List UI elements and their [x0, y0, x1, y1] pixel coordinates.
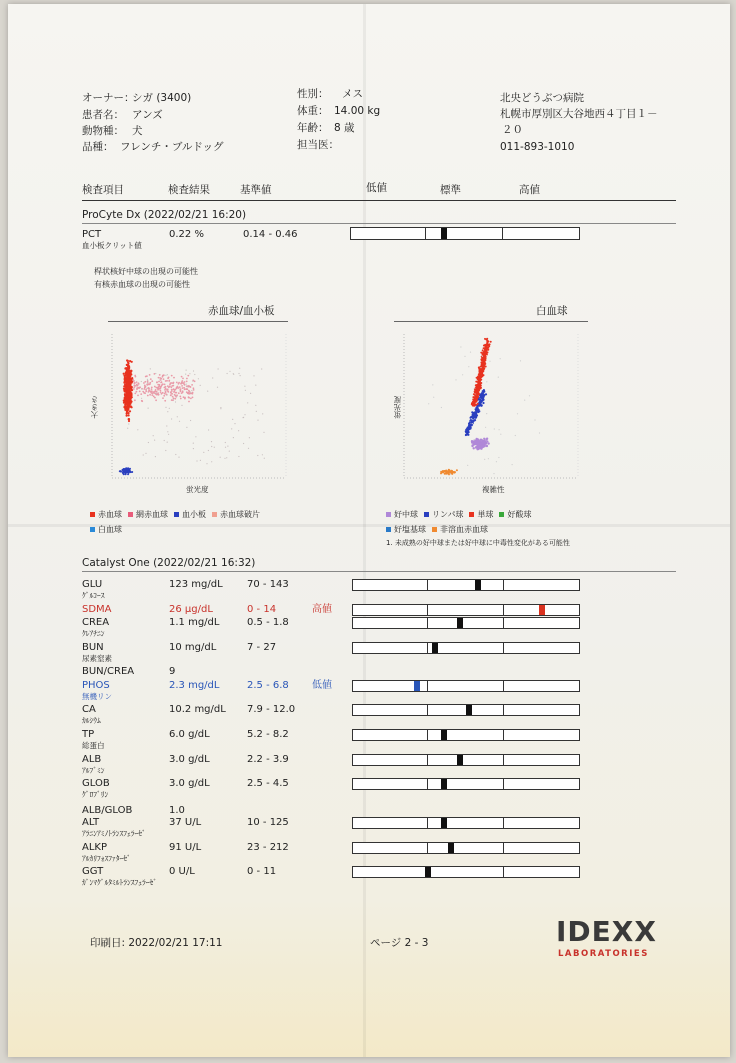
legend-label: 好塩基球 [394, 525, 426, 534]
analyte-value: 0 U/L [169, 866, 195, 877]
col-result: 検査結果 [168, 184, 210, 196]
analyte-value: 3.0 g/dL [169, 778, 210, 789]
analyte-range: 0 - 11 [247, 866, 277, 877]
legend-item [499, 507, 531, 522]
analyte-subname: ｸﾚｱﾁﾆﾝ [82, 629, 105, 638]
catalyst-rule [82, 571, 676, 572]
page-number: ページ 2 - 3 [370, 937, 429, 949]
analyte-marker [441, 818, 447, 828]
rbc-legend [90, 507, 300, 537]
pct-marker [441, 228, 447, 239]
owner-value: シガ (3400) [132, 92, 192, 104]
age-label: 年齢： [297, 122, 329, 134]
analyte-marker [475, 580, 481, 590]
legend-item [386, 507, 418, 522]
wbc-note: 1. 未成熟の好中球または好中球に中毒性変化がある可能性 [386, 539, 570, 547]
pct-range: 0.14 - 0.46 [243, 229, 298, 240]
legend-label: リンパ球 [432, 510, 464, 519]
analyte-range-bar [352, 680, 580, 692]
wbc-scatter-plot [388, 326, 598, 486]
analyte-range-bar [352, 579, 580, 591]
legend-swatch [128, 512, 133, 517]
rbc-scatter-plot [86, 326, 296, 501]
pct-name: PCT [82, 229, 102, 240]
analyte-marker [457, 618, 463, 628]
col-normal: 標準 [440, 184, 461, 196]
analyte-value: 6.0 g/dL [169, 729, 210, 740]
legend-label: 単球 [477, 510, 494, 519]
species-label: 動物種： [82, 125, 124, 137]
analyte-subname: ｱﾙﾌﾞﾐﾝ [82, 766, 105, 775]
legend-item [128, 507, 168, 522]
analyte-range-bar [352, 866, 580, 878]
analyte-name: BUN/CREA [82, 666, 135, 677]
wbc-plot-title: 白血球 [536, 305, 568, 317]
analyte-name: PHOS [82, 680, 110, 691]
analyte-subname: ｱﾙｶﾘﾌｫｽﾌｧﾀｰｾﾞ [82, 854, 131, 863]
analyte-range: 23 - 212 [247, 842, 289, 853]
idexx-logo-sub: LABORATORIES [558, 949, 649, 959]
pct-subname: 血小板クリット値 [82, 241, 142, 250]
legend-label: 非溶血赤血球 [440, 525, 488, 534]
analyte-range: 70 - 143 [247, 579, 289, 590]
legend-item [212, 507, 260, 522]
analyte-name: GGT [82, 866, 104, 877]
wbc-legend [386, 507, 626, 537]
legend-label: 白血球 [98, 525, 122, 534]
pct-range-bar [350, 227, 580, 240]
analyte-subname: ｸﾞﾙｺｰｽ [82, 591, 105, 600]
analyte-value: 123 mg/dL [169, 579, 223, 590]
legend-swatch [469, 512, 474, 517]
procyte-rule [82, 223, 676, 224]
paper-fold-vertical [363, 4, 366, 1057]
sex-label: 性別： [297, 88, 329, 100]
legend-label: 血小板 [182, 510, 206, 519]
analyte-range-bar [352, 617, 580, 629]
nonlysed-rbc-cloud [440, 469, 458, 476]
procyte-title: ProCyte Dx (2022/02/21 16:20) [82, 209, 247, 221]
legend-item [432, 522, 488, 537]
neutrophil-cloud [471, 438, 490, 451]
analyte-range: 2.5 - 4.5 [247, 778, 289, 789]
col-reference: 基準値 [240, 184, 272, 196]
analyte-marker [466, 705, 472, 715]
legend-item [90, 507, 122, 522]
legend-item [386, 522, 426, 537]
analyte-value: 1.0 [169, 805, 185, 816]
analyte-name: ALT [82, 817, 100, 828]
analyte-flag: 低値 [312, 680, 332, 691]
analyte-range: 2.2 - 3.9 [247, 754, 289, 765]
reticulocyte-cloud [131, 373, 195, 402]
legend-swatch [424, 512, 429, 517]
analyte-name: ALB [82, 754, 102, 765]
age-value: 8 歳 [334, 122, 355, 134]
legend-swatch [499, 512, 504, 517]
rbc-title-rule [108, 321, 288, 322]
legend-item [174, 507, 206, 522]
col-item: 検査項目 [82, 184, 124, 196]
header-rule [82, 200, 676, 201]
analyte-subname: ｶﾙｼｳﾑ [82, 716, 101, 725]
legend-swatch [174, 512, 179, 517]
analyte-subname: ｱﾗﾆﾝｱﾐﾉﾄﾗﾝｽﾌｪﾗｰｾﾞ [82, 829, 146, 838]
analyte-name: CREA [82, 617, 110, 628]
analyte-name: GLU [82, 579, 103, 590]
analyte-range: 10 - 125 [247, 817, 289, 828]
analyte-subname: ｸﾞﾛﾌﾞﾘﾝ [82, 790, 109, 799]
analyte-subname: ｶﾞﾝﾏｸﾞﾙﾀﾐﾙﾄﾗﾝｽﾌｪﾗｰｾﾞ [82, 878, 157, 887]
idexx-logo-wordmark: IDEXX [556, 915, 657, 948]
analyte-subname: 尿素窒素 [82, 654, 112, 663]
patient-value: アンズ [132, 109, 163, 121]
legend-swatch [90, 512, 95, 517]
analyte-value: 3.0 g/dL [169, 754, 210, 765]
rbc-plot-title: 赤血球/血小板 [208, 305, 275, 317]
analyte-value: 9 [169, 666, 176, 677]
analyte-flag: 高値 [312, 604, 332, 615]
analyte-marker [432, 643, 438, 653]
analyte-range: 0 - 14 [247, 604, 277, 615]
legend-item [469, 507, 493, 522]
analyte-marker [425, 867, 431, 877]
clinic-name: 北央どうぶつ病院 [500, 92, 584, 104]
rbc-ylabel: 大きさ [90, 396, 99, 419]
analyte-range-bar [352, 642, 580, 654]
analyte-value: 26 µg/dL [169, 604, 213, 615]
col-low: 低値 [366, 182, 387, 194]
analyte-range-bar [352, 604, 580, 616]
analyte-value: 2.3 mg/dL [169, 680, 220, 691]
procyte-note-2: 有核赤血球の出現の可能性 [94, 280, 190, 289]
analyte-marker [414, 681, 420, 691]
legend-label: 赤血球破片 [220, 510, 260, 519]
lab-report-page [8, 4, 730, 1057]
owner-label: オーナー： [82, 92, 135, 104]
analyte-subname: 総蛋白 [82, 741, 105, 750]
breed-value: フレンチ・ブルドッグ [120, 141, 224, 153]
weight-value: 14.00 kg [334, 105, 381, 117]
analyte-range-bar [352, 778, 580, 790]
analyte-marker [441, 779, 447, 789]
analyte-range-bar [352, 754, 580, 766]
catalyst-title: Catalyst One (2022/02/21 16:32) [82, 557, 256, 569]
analyte-range: 7.9 - 12.0 [247, 704, 296, 715]
analyte-value: 10 mg/dL [169, 642, 217, 653]
clinic-address-line1: 札幌市厚別区大谷地西４丁目１－ [500, 108, 658, 120]
analyte-name: CA [82, 704, 96, 715]
wbc-title-rule [394, 321, 588, 322]
legend-swatch [432, 527, 437, 532]
legend-item [90, 522, 122, 537]
analyte-name: ALKP [82, 842, 107, 853]
legend-item [424, 507, 463, 522]
pct-value: 0.22 % [169, 229, 204, 240]
patient-label: 患者名： [82, 109, 124, 121]
legend-label: 網赤血球 [136, 510, 168, 519]
staff-label: 担当医： [297, 139, 339, 151]
clinic-phone: 011-893-1010 [500, 141, 575, 153]
analyte-range-bar [352, 729, 580, 741]
legend-swatch [212, 512, 217, 517]
legend-swatch [386, 512, 391, 517]
analyte-value: 37 U/L [169, 817, 202, 828]
analyte-name: ALB/GLOB [82, 805, 133, 816]
analyte-name: SDMA [82, 604, 112, 615]
rbc-xlabel: 蛍光度 [186, 485, 209, 494]
col-high: 高値 [519, 184, 540, 196]
wbc-ylabel: 蛍光度 [393, 396, 402, 419]
analyte-value: 10.2 mg/dL [169, 704, 226, 715]
analyte-range: 0.5 - 1.8 [247, 617, 289, 628]
analyte-range-bar [352, 704, 580, 716]
weight-label: 体重： [297, 105, 329, 117]
analyte-range: 5.2 - 8.2 [247, 729, 289, 740]
analyte-marker [539, 605, 545, 615]
clinic-address-line2: ２０ [502, 124, 523, 136]
wbc-xlabel: 複雑性 [482, 485, 505, 494]
sex-value: メス [342, 88, 363, 100]
analyte-range-bar [352, 817, 580, 829]
analyte-name: BUN [82, 642, 104, 653]
legend-label: 好酸球 [507, 510, 532, 519]
analyte-value: 91 U/L [169, 842, 202, 853]
analyte-value: 1.1 mg/dL [169, 617, 220, 628]
analyte-marker [457, 755, 463, 765]
analyte-range-bar [352, 842, 580, 854]
analyte-range: 7 - 27 [247, 642, 277, 653]
legend-label: 好中球 [394, 510, 418, 519]
procyte-note-1: 桿状核好中球の出現の可能性 [94, 267, 198, 276]
rbc-cloud [123, 359, 134, 422]
species-value: 犬 [132, 125, 143, 137]
breed-label: 品種： [82, 141, 114, 153]
legend-swatch [386, 527, 391, 532]
platelet-cloud [119, 467, 133, 475]
legend-label: 赤血球 [98, 510, 122, 519]
analyte-marker [441, 730, 447, 740]
analyte-name: TP [82, 729, 95, 740]
analyte-range: 2.5 - 6.8 [247, 680, 289, 691]
analyte-name: GLOB [82, 778, 110, 789]
legend-swatch [90, 527, 95, 532]
analyte-subname: 無機リン [82, 692, 112, 701]
print-date: 印刷日: 2022/02/21 17:11 [90, 937, 223, 949]
analyte-marker [448, 843, 454, 853]
